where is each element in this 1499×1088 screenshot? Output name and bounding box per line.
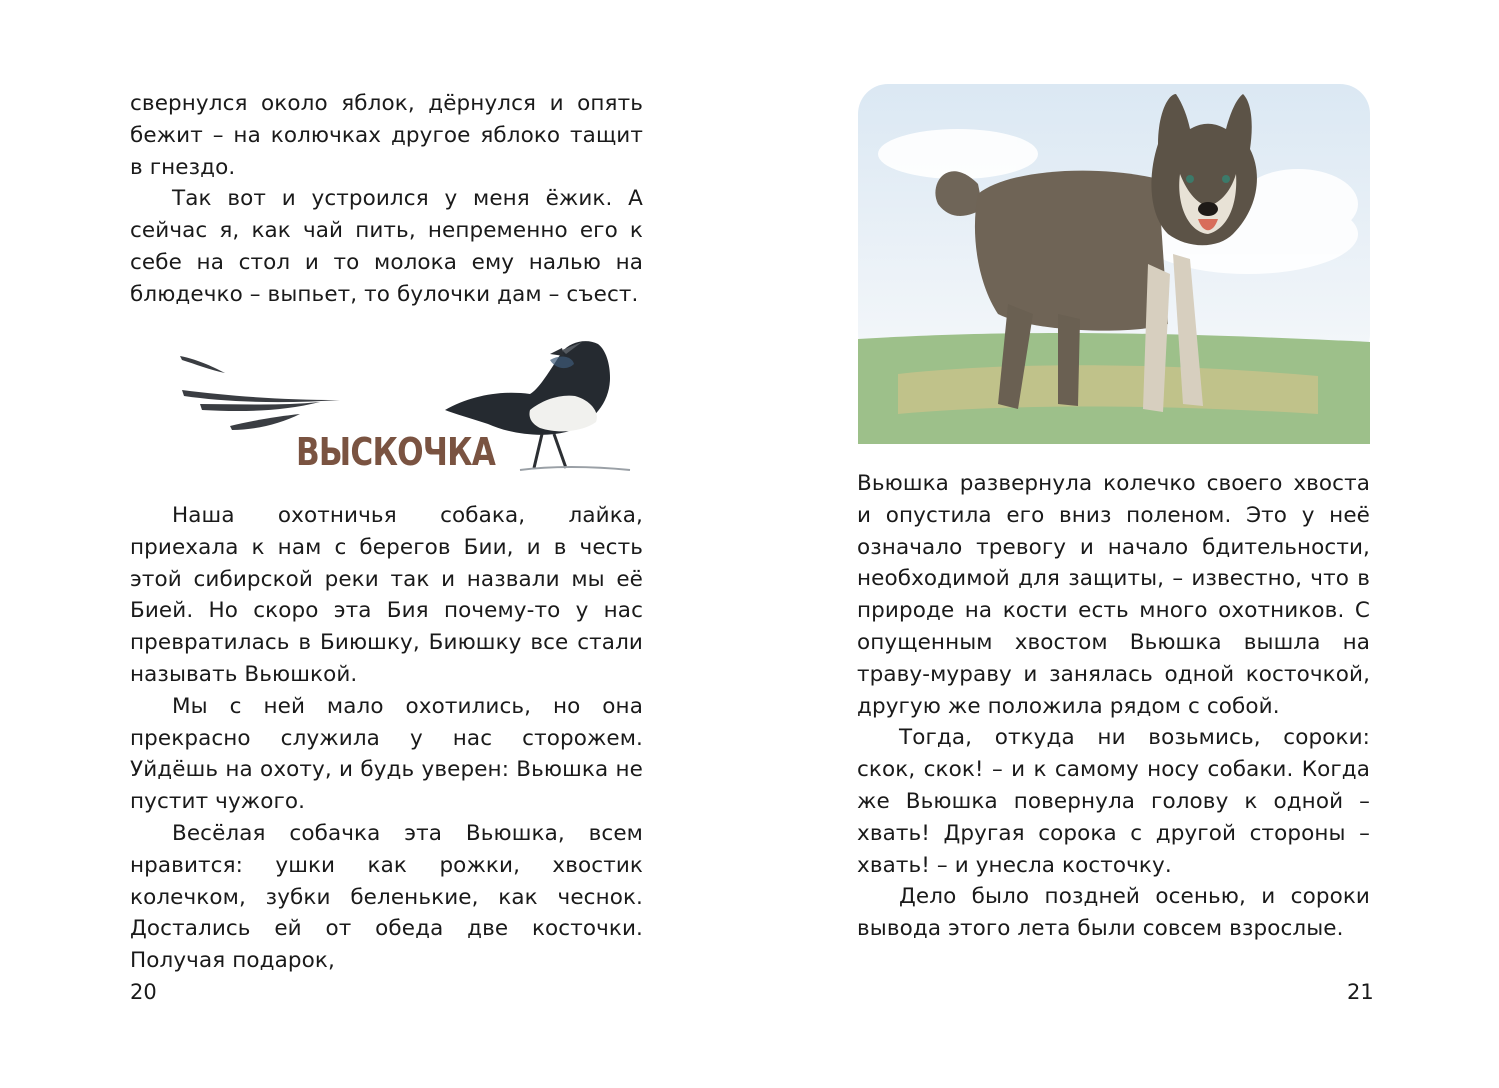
- paragraph: Дело было поздней осенью, и сороки вывода этого лета были совсем взрослые.: [857, 884, 1370, 942]
- page-number: 21: [1347, 980, 1374, 1004]
- feathers-icon: [180, 356, 340, 430]
- text-before-chapter: [130, 88, 643, 311]
- paragraph: Вьюшка развернула колечко своего хвоста и опустила его вниз поленом. Это у неё означало тревогу и начало бдительности, необходимой для защиты, – известно, что в природе на кости есть много охотников. С опущенным хвостом Вьюшка вышла на траву-мураву и занялась одной косточкой, другую же положила рядом с собой.: [857, 471, 1370, 719]
- paragraph: Весёлая собачка эта Вьюшка, всем нравится: ушки как рожки, хвостик колечком, зубки беленькие, как чеснок. Достались ей от обеда две косточки. Получая подарок,: [130, 820, 643, 974]
- text-after-chapter: [130, 500, 643, 977]
- paragraph: Так вот и устроился у меня ёжик. А сейчас я, как чай пить, непременно его к себе на стол и то молока ему налью на блюдечко – выпьет, то булочки дам – съест.: [130, 186, 643, 307]
- paragraph: Тогда, откуда ни возьмись, сороки: скок, скок! – и к самому носу собаки. Когда же Вьюшка повернула голову к одной – хвать! Другая сорока с другой стороны – хвать! – и унесла косточку.: [857, 725, 1370, 878]
- paragraph: Наша охотничья собака, лайка, приехала к нам с берегов Бии, и в честь этой сибирской реки так и назвали мы её Бией. Но скоро эта Бия почему-то у нас превратилась в Биюшку, Биюшку все стали называть Вьюшкой.: [130, 503, 643, 687]
- page-number: 20: [130, 980, 157, 1004]
- chapter-title: ВЫСКОЧКА: [296, 430, 496, 474]
- text-right: [857, 468, 1370, 945]
- paragraph: Мы с ней мало охотились, но она прекрасно служила у нас сторожем. Уйдёшь на охоту, и будь уверен: Вьюшка не пустит чужого.: [130, 693, 643, 815]
- paragraph: свернулся около яблок, дёрнулся и опять бежит – на колючках другое яблоко тащит в гнездо.: [130, 91, 643, 180]
- right-page: [750, 0, 1499, 1088]
- left-page: [0, 0, 749, 1088]
- husky-dog-illustration: [858, 84, 1370, 444]
